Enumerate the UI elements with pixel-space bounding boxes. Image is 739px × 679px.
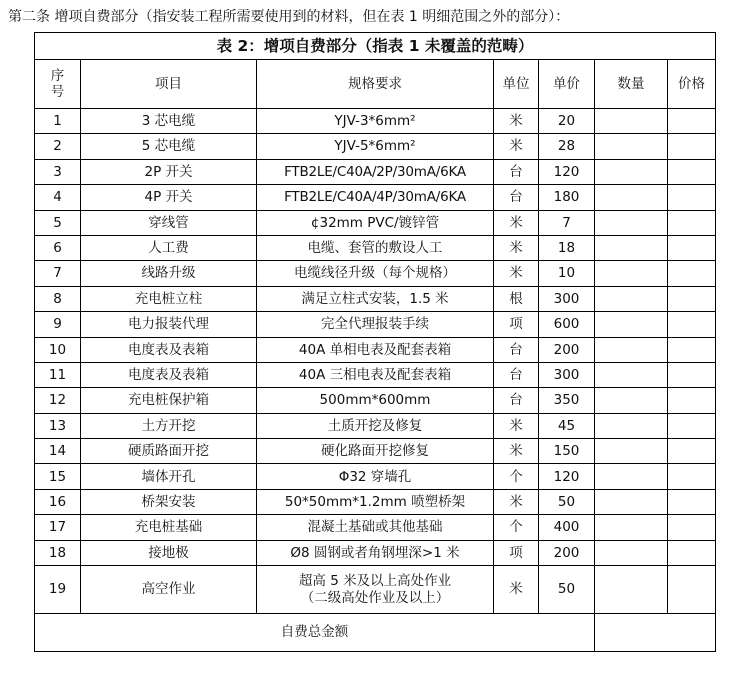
row-price: 45	[539, 413, 595, 438]
row-price: 18	[539, 235, 595, 260]
row-no: 17	[35, 515, 81, 540]
row-no: 7	[35, 261, 81, 286]
row-quantity-cell	[595, 159, 668, 184]
row-no: 14	[35, 439, 81, 464]
table-row	[35, 159, 716, 184]
row-item: 人工费	[81, 235, 257, 260]
row-spec: 40A 三相电表及配套表箱	[257, 362, 494, 387]
row-no: 3	[35, 159, 81, 184]
row-price: 50	[539, 566, 595, 614]
row-no: 6	[35, 235, 81, 260]
row-unit: 个	[494, 464, 539, 489]
row-unit: 米	[494, 439, 539, 464]
row-item: 硬质路面开挖	[81, 439, 257, 464]
self-pay-items-table	[34, 32, 716, 652]
row-item: 充电桩基础	[81, 515, 257, 540]
row-unit: 台	[494, 337, 539, 362]
row-amount-cell	[668, 388, 716, 413]
row-spec-line1: 超高 5 米及以上高处作业	[298, 573, 452, 590]
row-unit: 项	[494, 540, 539, 565]
header-amount: 价格	[668, 60, 716, 109]
row-quantity-cell	[595, 286, 668, 311]
row-unit: 个	[494, 515, 539, 540]
row-unit: 米	[494, 210, 539, 235]
table-row	[35, 286, 716, 311]
row-quantity-cell	[595, 413, 668, 438]
row-quantity-cell	[595, 388, 668, 413]
row-item: 高空作业	[81, 566, 257, 614]
header-spec: 规格要求	[257, 60, 494, 109]
row-spec: 电缆、套管的敷设人工	[257, 235, 494, 260]
row-unit: 台	[494, 362, 539, 387]
row-item: 墙体开孔	[81, 464, 257, 489]
row-no: 8	[35, 286, 81, 311]
row-quantity-cell	[595, 261, 668, 286]
row-item: 土方开挖	[81, 413, 257, 438]
row-quantity-cell	[595, 312, 668, 337]
row-amount-cell	[668, 312, 716, 337]
row-item: 桥架安装	[81, 489, 257, 514]
row-quantity-cell	[595, 464, 668, 489]
row-quantity-cell	[595, 337, 668, 362]
row-item: 电度表及表箱	[81, 337, 257, 362]
header-quantity: 数量	[595, 60, 668, 109]
row-price: 400	[539, 515, 595, 540]
row-amount-cell	[668, 362, 716, 387]
table-row	[35, 566, 716, 614]
table-row	[35, 261, 716, 286]
row-amount-cell	[668, 540, 716, 565]
row-spec: ¢32mm PVC/镀锌管	[257, 210, 494, 235]
row-price: 20	[539, 109, 595, 134]
row-no: 4	[35, 185, 81, 210]
row-price: 28	[539, 134, 595, 159]
row-price: 120	[539, 464, 595, 489]
table-row	[35, 464, 716, 489]
table-row	[35, 337, 716, 362]
table-row	[35, 362, 716, 387]
row-item: 充电桩保护箱	[81, 388, 257, 413]
row-item: 电力报装代理	[81, 312, 257, 337]
row-amount-cell	[668, 210, 716, 235]
row-quantity-cell	[595, 210, 668, 235]
header-price: 单价	[539, 60, 595, 109]
row-spec: YJV-3*6mm²	[257, 109, 494, 134]
row-price: 50	[539, 489, 595, 514]
row-spec: FTB2LE/C40A/4P/30mA/6KA	[257, 185, 494, 210]
table-row	[35, 185, 716, 210]
row-spec	[257, 566, 494, 614]
table-title-row	[35, 33, 716, 60]
table-row	[35, 312, 716, 337]
row-no: 10	[35, 337, 81, 362]
row-spec: Φ32 穿墙孔	[257, 464, 494, 489]
row-amount-cell	[668, 109, 716, 134]
row-quantity-cell	[595, 540, 668, 565]
row-amount-cell	[668, 489, 716, 514]
row-amount-cell	[668, 413, 716, 438]
row-unit: 米	[494, 566, 539, 614]
total-label: 自费总金额	[35, 614, 595, 652]
row-item: 5 芯电缆	[81, 134, 257, 159]
table-row	[35, 540, 716, 565]
row-unit: 台	[494, 388, 539, 413]
row-unit: 根	[494, 286, 539, 311]
row-spec: 完全代理报装手续	[257, 312, 494, 337]
row-unit: 台	[494, 185, 539, 210]
row-amount-cell	[668, 159, 716, 184]
row-spec: 满足立柱式安装，1.5 米	[257, 286, 494, 311]
row-item: 3 芯电缆	[81, 109, 257, 134]
row-price: 10	[539, 261, 595, 286]
row-unit: 米	[494, 235, 539, 260]
row-price: 600	[539, 312, 595, 337]
row-item: 穿线管	[81, 210, 257, 235]
table-row	[35, 439, 716, 464]
row-quantity-cell	[595, 362, 668, 387]
row-item: 线路升级	[81, 261, 257, 286]
row-price: 300	[539, 286, 595, 311]
row-quantity-cell	[595, 515, 668, 540]
row-no: 15	[35, 464, 81, 489]
table-row	[35, 210, 716, 235]
row-spec: 50*50mm*1.2mm 喷塑桥架	[257, 489, 494, 514]
row-amount-cell	[668, 134, 716, 159]
row-no: 2	[35, 134, 81, 159]
row-no: 19	[35, 566, 81, 614]
row-amount-cell	[668, 439, 716, 464]
row-amount-cell	[668, 337, 716, 362]
row-spec: 土质开挖及修复	[257, 413, 494, 438]
row-quantity-cell	[595, 439, 668, 464]
table-row	[35, 388, 716, 413]
table-row	[35, 515, 716, 540]
table-row	[35, 134, 716, 159]
row-amount-cell	[668, 566, 716, 614]
row-amount-cell	[668, 261, 716, 286]
row-amount-cell	[668, 464, 716, 489]
row-quantity-cell	[595, 566, 668, 614]
row-spec: 电缆线径升级（每个规格）	[257, 261, 494, 286]
row-unit: 米	[494, 109, 539, 134]
row-price: 150	[539, 439, 595, 464]
row-price: 350	[539, 388, 595, 413]
row-amount-cell	[668, 185, 716, 210]
row-spec: 500mm*600mm	[257, 388, 494, 413]
row-quantity-cell	[595, 235, 668, 260]
header-no	[35, 60, 81, 109]
row-price: 200	[539, 540, 595, 565]
row-quantity-cell	[595, 134, 668, 159]
row-spec: 40A 单相电表及配套表箱	[257, 337, 494, 362]
header-no-line1: 序	[50, 67, 65, 84]
row-item: 电度表及表箱	[81, 362, 257, 387]
row-price: 7	[539, 210, 595, 235]
table-row	[35, 235, 716, 260]
row-unit: 米	[494, 261, 539, 286]
row-item: 2P 开关	[81, 159, 257, 184]
row-unit: 米	[494, 134, 539, 159]
table-title: 表 2：增项自费部分（指表 1 未覆盖的范畴）	[35, 33, 716, 60]
row-price: 200	[539, 337, 595, 362]
row-no: 16	[35, 489, 81, 514]
row-item: 接地极	[81, 540, 257, 565]
header-item: 项目	[81, 60, 257, 109]
section-intro: 第二条 增项自费部分（指安装工程所需要使用到的材料，但在表 1 明细范围之外的部分）：	[8, 9, 570, 25]
row-amount-cell	[668, 235, 716, 260]
row-no: 18	[35, 540, 81, 565]
row-spec: YJV-5*6mm²	[257, 134, 494, 159]
total-amount-cell	[595, 614, 716, 652]
row-unit: 米	[494, 489, 539, 514]
row-amount-cell	[668, 515, 716, 540]
row-unit: 项	[494, 312, 539, 337]
row-no: 9	[35, 312, 81, 337]
row-spec: 混凝土基础或其他基础	[257, 515, 494, 540]
row-unit: 米	[494, 413, 539, 438]
total-row	[35, 614, 716, 652]
row-spec: Ø8 圆钢或者角钢埋深>1 米	[257, 540, 494, 565]
row-no: 13	[35, 413, 81, 438]
header-unit: 单位	[494, 60, 539, 109]
row-price: 120	[539, 159, 595, 184]
row-price: 300	[539, 362, 595, 387]
row-quantity-cell	[595, 489, 668, 514]
header-no-line2: 号	[50, 84, 65, 100]
row-no: 11	[35, 362, 81, 387]
row-spec: 硬化路面开挖修复	[257, 439, 494, 464]
row-spec: FTB2LE/C40A/2P/30mA/6KA	[257, 159, 494, 184]
table-header-row	[35, 60, 716, 109]
table-row	[35, 489, 716, 514]
row-item: 充电桩立柱	[81, 286, 257, 311]
table-row	[35, 413, 716, 438]
row-no: 1	[35, 109, 81, 134]
row-no: 12	[35, 388, 81, 413]
row-unit: 台	[494, 159, 539, 184]
row-spec-line2: （二级高处作业及以上）	[300, 589, 450, 606]
row-quantity-cell	[595, 185, 668, 210]
row-quantity-cell	[595, 109, 668, 134]
row-no: 5	[35, 210, 81, 235]
row-price: 180	[539, 185, 595, 210]
table-row	[35, 109, 716, 134]
row-item: 4P 开关	[81, 185, 257, 210]
row-amount-cell	[668, 286, 716, 311]
